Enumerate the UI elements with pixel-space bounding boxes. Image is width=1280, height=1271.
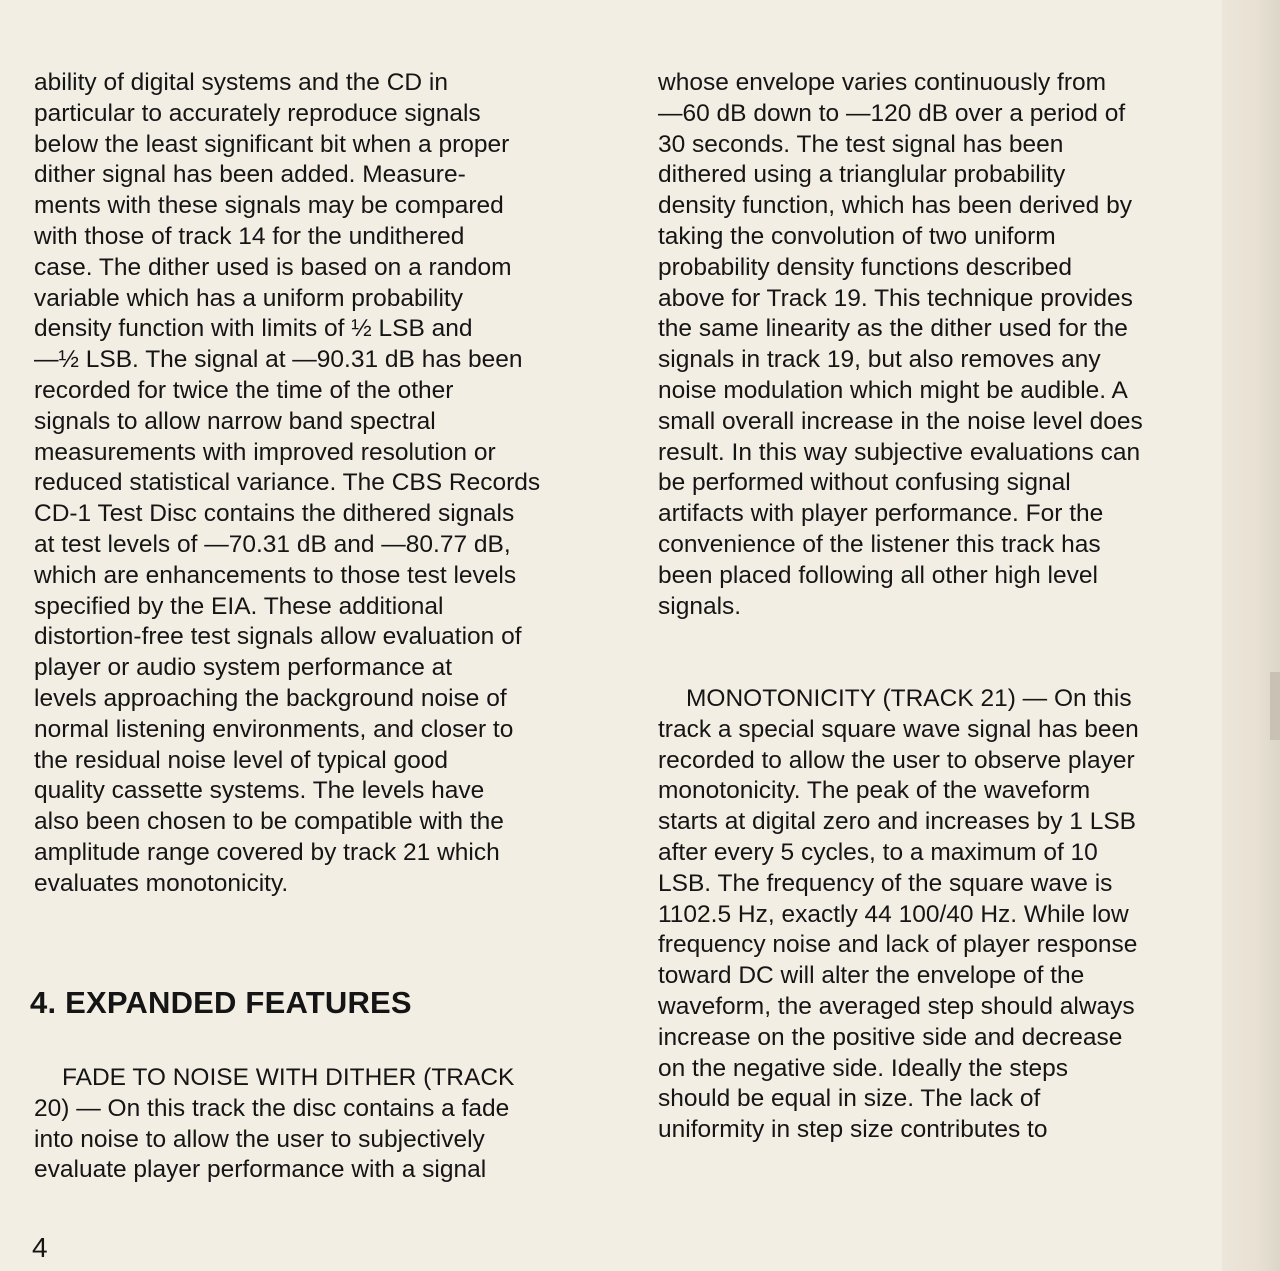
text-line: specified by the EIA. These additional [34, 592, 444, 620]
text-line: the residual noise level of typical good [34, 746, 449, 774]
text-line: variable which has a uniform probability [34, 284, 463, 312]
text-line: at test levels of —70.31 dB and —80.77 dB, [34, 530, 511, 558]
text-line: uniformity in step size contributes to [658, 1116, 1048, 1144]
page-edge-tab [1270, 672, 1280, 740]
text-line: result. In this way subjective evaluations can [658, 438, 1141, 466]
text-line: ability of digital systems and the CD in [34, 69, 448, 96]
text-line: CD-1 Test Disc contains the dithered signals [34, 500, 515, 528]
text-line: into noise to allow the user to subjectively [34, 1125, 485, 1153]
text-line: signals. [658, 592, 742, 620]
text-line: increase on the positive side and decrease [658, 1023, 1123, 1051]
text-line: 1102.5 Hz, exactly 44 100/40 Hz. While low [658, 900, 1129, 928]
text-line: case. The dither used is based on a random [34, 253, 512, 281]
text-line: measurements with improved resolution or [34, 438, 496, 466]
page-edge [1222, 0, 1280, 1271]
text-line: evaluate player performance with a signal [34, 1156, 487, 1184]
paragraph-gap [658, 653, 1218, 684]
text-line: normal listening environments, and closer to [34, 715, 514, 743]
text-line: evaluates monotonicity. [34, 869, 289, 897]
text-line: starts at digital zero and increases by 1 LSB [658, 808, 1137, 836]
text-line: player or audio system performance at [34, 654, 453, 682]
text-line: toward DC will alter the envelope of the [658, 962, 1085, 990]
text-line: probability density functions described [658, 253, 1073, 281]
text-line: frequency noise and lack of player response [658, 931, 1138, 959]
text-line: be performed without confusing signal [658, 469, 1071, 497]
text-line: 30 seconds. The test signal has been [658, 130, 1064, 158]
text-line: distortion-free test signals allow evaluation of [34, 623, 522, 651]
text-line: taking the convolution of two uniform [658, 222, 1056, 250]
text-line: reduced statistical variance. The CBS Records [34, 469, 541, 497]
text-line: levels approaching the background noise of [34, 684, 507, 712]
text-line: noise modulation which might be audible. A [658, 376, 1128, 404]
text-line: amplitude range covered by track 21 which [34, 838, 500, 866]
text-line: monotonicity. The peak of the waveform [658, 777, 1091, 805]
section-heading: 4. EXPANDED FEATURES [30, 985, 412, 1020]
text-line: below the least significant bit when a proper [34, 130, 510, 158]
text-line: FADE TO NOISE WITH DITHER (TRACK [62, 1064, 515, 1091]
text-line: —60 dB down to —120 dB over a period of [658, 99, 1126, 127]
fade-to-noise-paragraph [34, 1063, 609, 1186]
text-line: density function with limits of ½ LSB and [34, 315, 473, 343]
text-line: small overall increase in the noise level does [658, 407, 1143, 435]
paragraph-gap [658, 622, 1218, 653]
text-line: quality cassette systems. The levels have [34, 777, 485, 805]
text-line: above for Track 19. This technique provides [658, 284, 1133, 312]
text-line: track a special square wave signal has been [658, 715, 1139, 743]
text-line: waveform, the averaged step should always [658, 992, 1135, 1020]
text-line: after every 5 cycles, to a maximum of 10 [658, 838, 1098, 866]
text-line: recorded to allow the user to observe player [658, 746, 1135, 774]
text-line: been placed following all other high level [658, 561, 1098, 589]
right-column [658, 68, 1218, 1146]
text-line: whose envelope varies continuously from [658, 69, 1107, 96]
text-line: dithered using a trianglular probability [658, 161, 1066, 189]
text-line: density function, which has been derived by [658, 192, 1132, 220]
text-line: recorded for twice the time of the other [34, 376, 454, 404]
text-line: dither signal has been added. Measure- [34, 161, 466, 189]
text-line: also been chosen to be compatible with the [34, 808, 504, 836]
text-line: convenience of the listener this track has [658, 530, 1101, 558]
text-line: on the negative side. Ideally the steps [658, 1054, 1068, 1082]
text-line: LSB. The frequency of the square wave is [658, 869, 1113, 897]
text-line: signals in track 19, but also removes any [658, 346, 1101, 374]
text-line: MONOTONICITY (TRACK 21) — On this [686, 684, 1132, 712]
left-column [34, 68, 609, 900]
text-line: ments with these signals may be compared [34, 192, 504, 220]
text-line: 20) — On this track the disc contains a fade [34, 1094, 510, 1122]
text-line: the same linearity as the dither used for the [658, 315, 1128, 343]
text-line: with those of track 14 for the undithered [34, 222, 465, 250]
text-line: which are enhancements to those test levels [34, 561, 517, 589]
text-line: should be equal in size. The lack of [658, 1085, 1041, 1113]
text-line: —½ LSB. The signal at —90.31 dB has been [34, 346, 523, 374]
text-line: particular to accurately reproduce signals [34, 99, 481, 127]
text-line: signals to allow narrow band spectral [34, 407, 436, 435]
text-line: artifacts with player performance. For the [658, 500, 1104, 528]
page-number: 4 [32, 1232, 48, 1263]
